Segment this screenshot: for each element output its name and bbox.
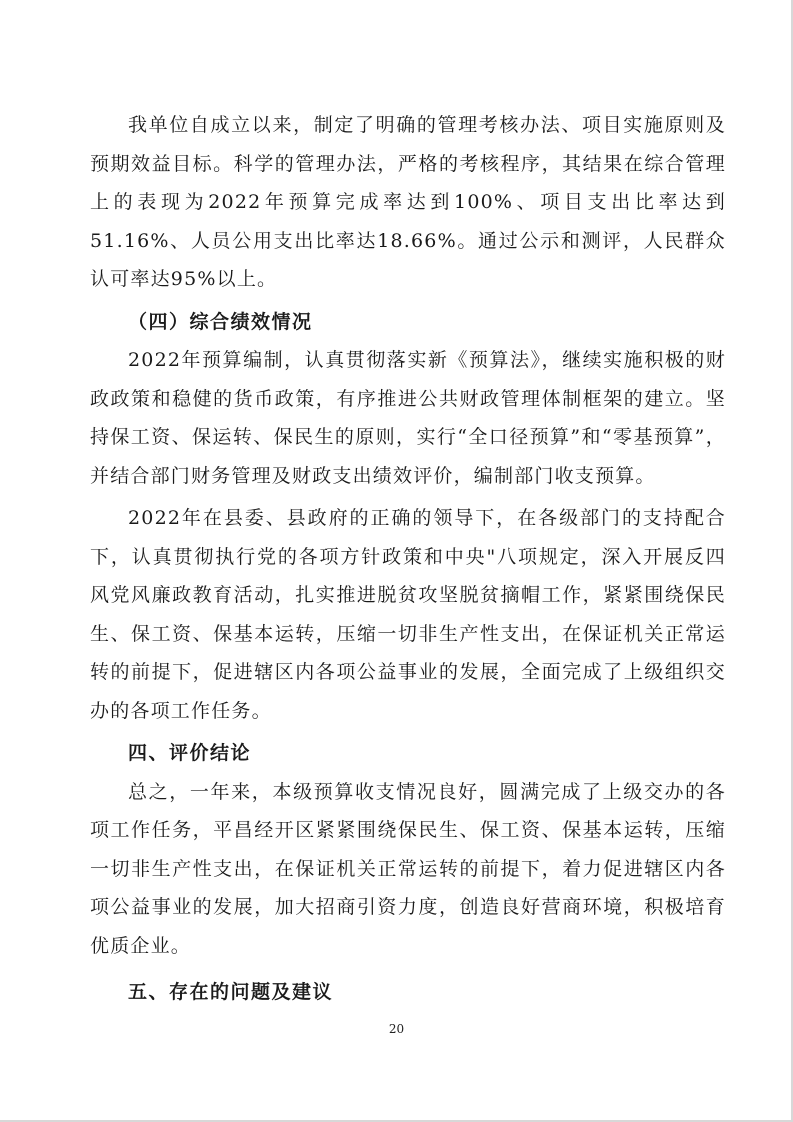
document-body <box>90 106 726 1012</box>
paragraph-work-summary: 2022年在县委、县政府的正确的领导下，在各级部门的支持配合下，认真贯彻执行党的各项方针政策和中央"八项规定，深入开展反四风党风廉政教育活动，扎实推进脱贫攻坚脱贫摘帽工作，紧紧围绕保民生、保工资、保基本运转，压缩一切非生产性支出，在保证机关正常运转的前提下，促进辖区内各项公益事业的发展，全面完成了上级组织交办的各项工作任务。 <box>90 507 726 722</box>
paragraph-management-results: 我单位自成立以来，制定了明确的管理考核办法、项目实施原则及预期效益目标。科学的管理办法，严格的考核程序，其结果在综合管理上的表现为2022年预算完成率达到100%、项目支出比率达到51.16%、人员公用支出比率达18.66%。通过公示和测评，人民群众认可率达95%以上。 <box>90 114 726 290</box>
section-heading-comprehensive-performance: （四）综合绩效情况 <box>128 310 313 333</box>
paragraph-conclusion: 总之，一年来，本级预算收支情况良好，圆满完成了上级交办的各项工作任务，平昌经开区紧紧围绕保民生、保工资、保基本运转，压缩一切非生产性支出，在保证机关正常运转的前提下，着力促进辖区内各项公益事业的发展，加大招商引资力度，创造良好营商环境，积极培育优质企业。 <box>90 780 726 957</box>
section-heading-problems-suggestions: 五、存在的问题及建议 <box>128 981 334 1003</box>
paragraph-budget-preparation: 2022年预算编制，认真贯彻落实新《预算法》，继续实施积极的财政政策和稳健的货币政策，有序推进公共财政管理体制框架的建立。坚持保工资、保运转、保民生的原则，实行“全口径预算”和“零基预算”，并结合部门财务管理及财政支出绩效评价，编制部门收支预算。 <box>90 349 726 487</box>
section-heading-evaluation-conclusion: 四、评价结论 <box>128 742 252 764</box>
page-number: 20 <box>388 1022 405 1036</box>
